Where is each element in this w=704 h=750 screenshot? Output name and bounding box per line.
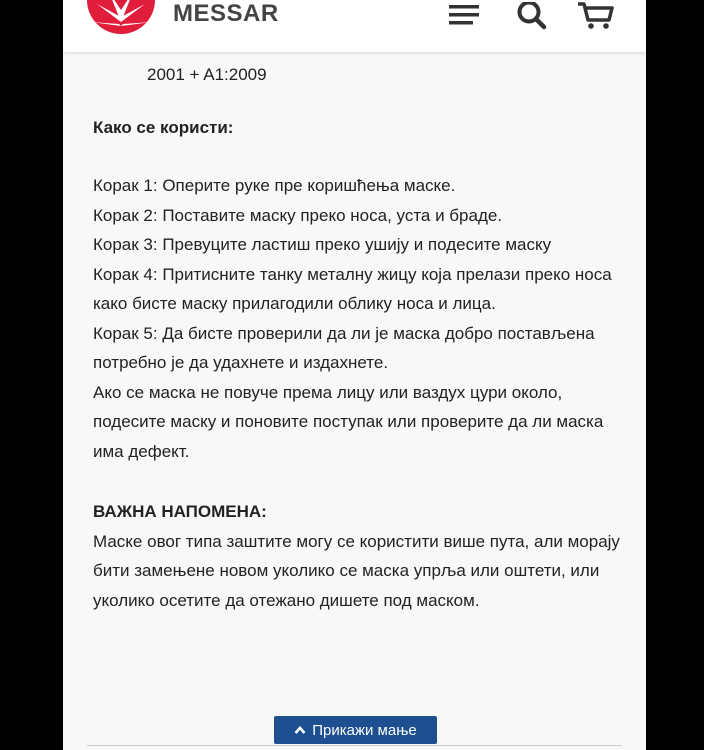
standard-text: 2001 + A1:2009 (147, 65, 267, 84)
show-less-button[interactable] (274, 716, 437, 744)
brand-name[interactable]: MESSAR (173, 0, 279, 27)
step-item: Корак 1: Оперите руке пре коришћења маске. (93, 176, 456, 195)
product-description (93, 52, 623, 615)
step-note: Ако се маска не повуче према лицу или ваздух цури около, подесите маску и поновите поступак или проверите да ли маска има дефект. (93, 382, 604, 461)
step-item: Корак 3: Превуците ластиш преко ушију и подесите маску (93, 235, 552, 254)
step-item: Корак 2: Поставите маску преко носа, уста и браде. (93, 205, 503, 225)
show-less-label: Прикажи мање (312, 721, 417, 739)
usage-heading: Како се користи: (93, 117, 234, 137)
chevron-up-icon (294, 725, 306, 735)
logo-icon[interactable] (85, 0, 157, 36)
search-icon[interactable] (515, 2, 549, 30)
usage-steps (93, 171, 623, 466)
important-heading: ВАЖНА НАПОМЕНА: (93, 502, 267, 521)
step-item: Корак 4: Притисните танку металну жицу која прелази преко носа како бисте маску прилагодили облику носа и лица. (93, 264, 612, 313)
site-header (63, 0, 646, 52)
step-item: Корак 5: Да бисте проверили да ли је маска добро постављена потребно је да удахнете и издахнете. (93, 323, 595, 372)
mobile-screen (63, 0, 646, 750)
important-text: Маске овог типа заштите могу се користити више пута, али морају бити замењене новом уколико се маска упрља или оштети, или уколико осетите да отежано дишете под маском. (93, 531, 620, 610)
divider (87, 745, 622, 746)
cart-icon[interactable] (577, 2, 615, 30)
menu-icon[interactable] (447, 2, 481, 30)
